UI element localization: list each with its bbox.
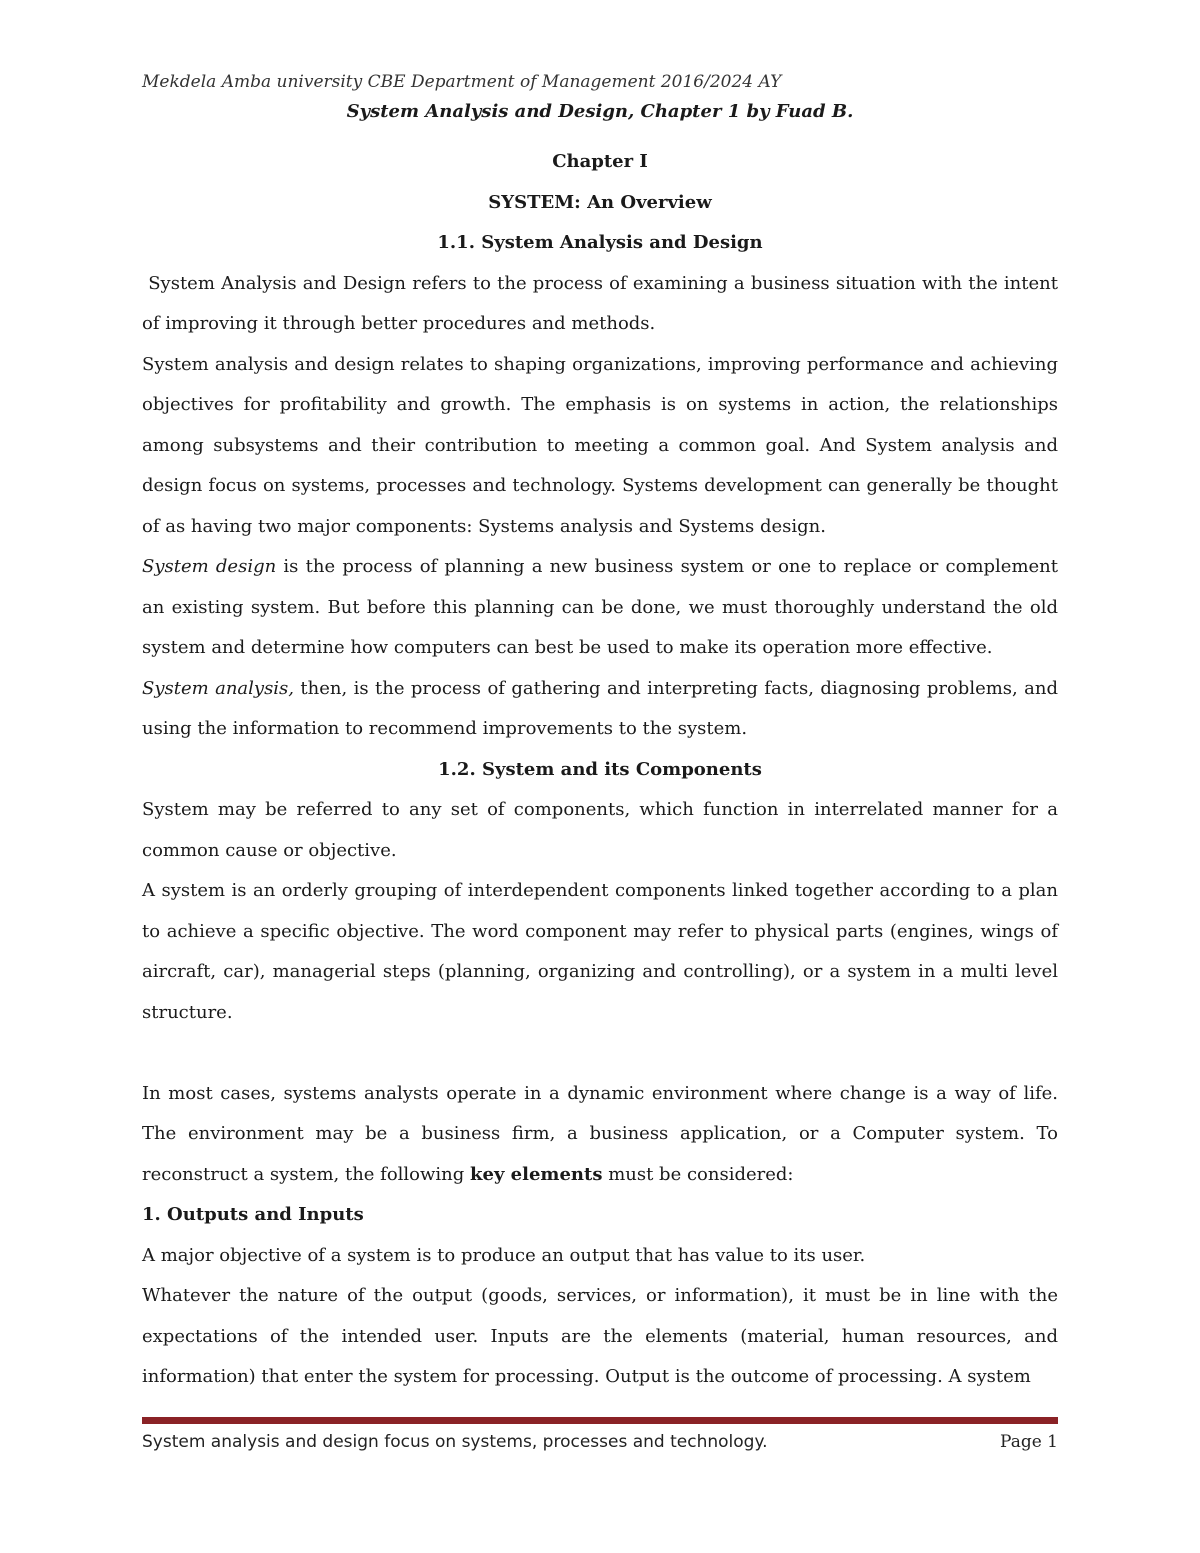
paragraph: System analysis and design relates to shaping organizations, improving performance and achieving objectives for profitability and growth. The emphasis is on systems in action, the relationships among subsystems and their contribution to meeting a common goal. And System analysis and design focus on systems, processes and technology. Systems development can generally be thought of as having two major components: Systems analysis and Systems design. <box>142 353 1058 537</box>
chapter-subtitle: SYSTEM: An Overview <box>488 191 712 213</box>
blank-line <box>142 1033 1058 1074</box>
chapter-title: Chapter I <box>552 151 648 172</box>
section-1-2-heading: 1.2. System and its Components <box>438 758 762 780</box>
header-institution: Mekdela Amba university CBE Department of Management 2016/2024 AY <box>142 72 782 92</box>
term-system-design: System design <box>142 556 277 577</box>
footer-text: System analysis and design focus on systems, processes and technology. <box>142 1432 768 1452</box>
paragraph-text: then, is the process of gathering and interpreting facts, diagnosing problems, and using the information to recommend improvements to the system. <box>142 677 1058 739</box>
paragraph-text: must be considered: <box>602 1163 794 1185</box>
element-heading-outputs-inputs: 1. Outputs and Inputs <box>142 1204 364 1225</box>
paragraph <box>142 547 1058 669</box>
paragraph: Whatever the nature of the output (goods, services, or information), it must be in line with the expectations of the intended user. Inputs are the elements (material, human resources, and information) that enter the system for processing. Output is the outcome of processing. A system <box>142 1285 1058 1387</box>
paragraph <box>142 1074 1058 1196</box>
page-number: Page 1 <box>1000 1432 1058 1452</box>
section-1-1-heading: 1.1. System Analysis and Design <box>437 232 763 253</box>
term-system-analysis: System analysis, <box>142 677 295 699</box>
paragraph-text: In most cases, systems analysts operate in a dynamic environment where change is a way of life. The environment may be a business firm, a business application, or a Computer system. To reconstruct a system, the following <box>142 1082 1058 1185</box>
paragraph-text: is the process of planning a new business system or one to replace or complement an existing system. But before this planning can be done, we must thoroughly understand the old system and determine how computers can best be used to make its operation more effective. <box>142 556 1058 658</box>
page-content <box>142 142 1064 1398</box>
key-elements-term: key elements <box>470 1163 603 1185</box>
header-course-title: System Analysis and Design, Chapter 1 by Fuad B. <box>346 101 854 122</box>
paragraph <box>142 669 1058 750</box>
paragraph: A system is an orderly grouping of interdependent components linked together according to a plan to achieve a specific objective. The word component may refer to physical parts (engines, wings of aircraft, car), managerial steps (planning, organizing and controlling), or a system in a multi level structure. <box>142 880 1058 1023</box>
paragraph: System Analysis and Design refers to the process of examining a business situation with the intent of improving it through better procedures and methods. <box>142 272 1064 334</box>
paragraph: System may be referred to any set of components, which function in interrelated manner for a common cause or objective. <box>142 799 1058 861</box>
page-footer <box>142 1432 1058 1452</box>
paragraph: A major objective of a system is to produce an output that has value to its user. <box>142 1244 866 1266</box>
footer-rule <box>142 1417 1058 1424</box>
